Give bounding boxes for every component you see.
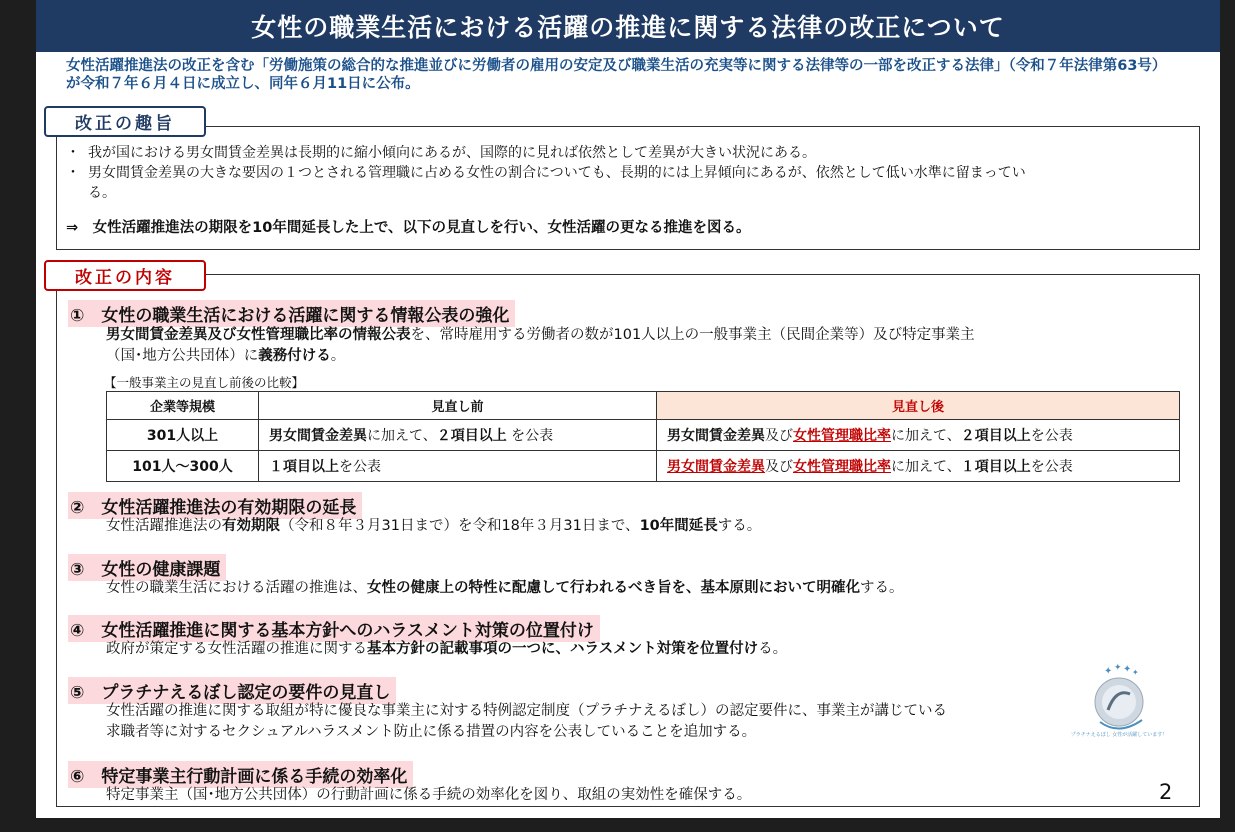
svg-text:✦: ✦ <box>1114 663 1122 673</box>
item-6-heading: ⑥ 特定事業主行動計画に係る手続の効率化 <box>68 761 413 788</box>
bullet-item: ・ 我が国における男女間賃金差異は長期的に縮小傾向にあるが、国際的に見れば依然として差異が大きい状況にある。 <box>66 145 816 161</box>
item-5-body: 女性活躍の推進に関する取組が特に優良な事業主に対する特例認定制度（プラチナえるぼし）の認定要件に、事業主が講じている 求職者等に対するセクシュアルハラスメント防止に係る措置の内容を公表していることを追加する。 <box>106 703 947 740</box>
item-4-body: 政府が策定する女性活躍の推進に関する基本方針の記載事項の一つに、ハラスメント対策を位置付ける。 <box>106 641 788 657</box>
platinum-eruboshi-logo <box>1070 660 1168 740</box>
item-1-heading: ① 女性の職業生活における活躍に関する情報公表の強化 <box>68 300 515 327</box>
table-row: 101人～300人 １項目以上を公表 男女間賃金差異及び女性管理職比率に加えて、１項目以上を公表 <box>107 451 1180 482</box>
intro-text: 女性活躍推進法の改正を含む「労働施策の総合的な推進並びに労働者の雇用の安定及び職業生活の充実等に関する法律等の一部を改正する法律」（令和７年法律第63号）が令和７年６月４日に成立し、同年６月11日に公布。 <box>66 58 1167 92</box>
item-3-heading: ③ 女性の健康課題 <box>68 554 226 581</box>
purpose-label: 改正の趣旨 <box>44 106 206 137</box>
contents-label: 改正の内容 <box>44 260 206 291</box>
item-6-body: 特定事業主（国･地方公共団体）の行動計画に係る手続の効率化を図り、取組の実効性を確保する。 <box>106 787 752 803</box>
header-size: 企業等規模 <box>107 392 259 420</box>
slide-title: 女性の職業生活における活躍の推進に関する法律の改正について <box>36 0 1220 52</box>
comparison-table <box>106 391 1180 482</box>
purpose-conclusion: ⇒ 女性活躍推進法の期限を10年間延長した上で、以下の見直しを行い、女性活躍の更なる推進を図る。 <box>66 220 751 236</box>
comparison-note: 【一般事業主の見直し前後の比較】 <box>104 375 305 390</box>
svg-text:✦: ✦ <box>1123 664 1132 675</box>
item-1-body: 男女間賃金差異及び女性管理職比率の情報公表を、常時雇用する労働者の数が101人以上の一般事業主（民間企業等）及び特定事業主 （国･地方公共団体）に義務付ける。 <box>106 327 975 364</box>
item-2-heading: ② 女性活躍推進法の有効期限の延長 <box>68 492 362 519</box>
svg-text:プラチナえるぼし 女性が活躍しています！: プラチナえるぼし 女性が活躍しています！ <box>1070 732 1168 738</box>
table-row: 301人以上 男女間賃金差異に加えて、２項目以上 を公表 男女間賃金差異及び女性管理職比率に加えて、２項目以上を公表 <box>107 420 1180 451</box>
page-number: 2 <box>1159 780 1173 804</box>
item-4-heading: ④ 女性活躍推進に関する基本方針へのハラスメント対策の位置付け <box>68 615 600 642</box>
item-2-body: 女性活躍推進法の有効期限（令和８年３月31日まで）を令和18年３月31日まで、10年間延長する。 <box>106 518 762 534</box>
slide <box>36 0 1220 818</box>
purpose-bullets <box>66 143 1166 203</box>
header-after: 見直し後 <box>657 392 1180 420</box>
bullet-item: ・ 男女間賃金差異の大きな要因の１つとされる管理職に占める女性の割合についても、長期的には上昇傾向にあるが、依然として低い水準に留まっている。 <box>66 165 1026 201</box>
item-3-body: 女性の職業生活における活躍の推進は、女性の健康上の特性に配慮して行われるべき旨を、基本原則において明確化する。 <box>106 580 904 596</box>
header-before: 見直し前 <box>259 392 657 420</box>
item-5-heading: ⑤ プラチナえるぼし認定の要件の見直し <box>68 677 396 704</box>
svg-text:✦: ✦ <box>1104 666 1113 677</box>
svg-text:✦: ✦ <box>1132 668 1139 677</box>
table-header-row <box>107 392 1180 420</box>
